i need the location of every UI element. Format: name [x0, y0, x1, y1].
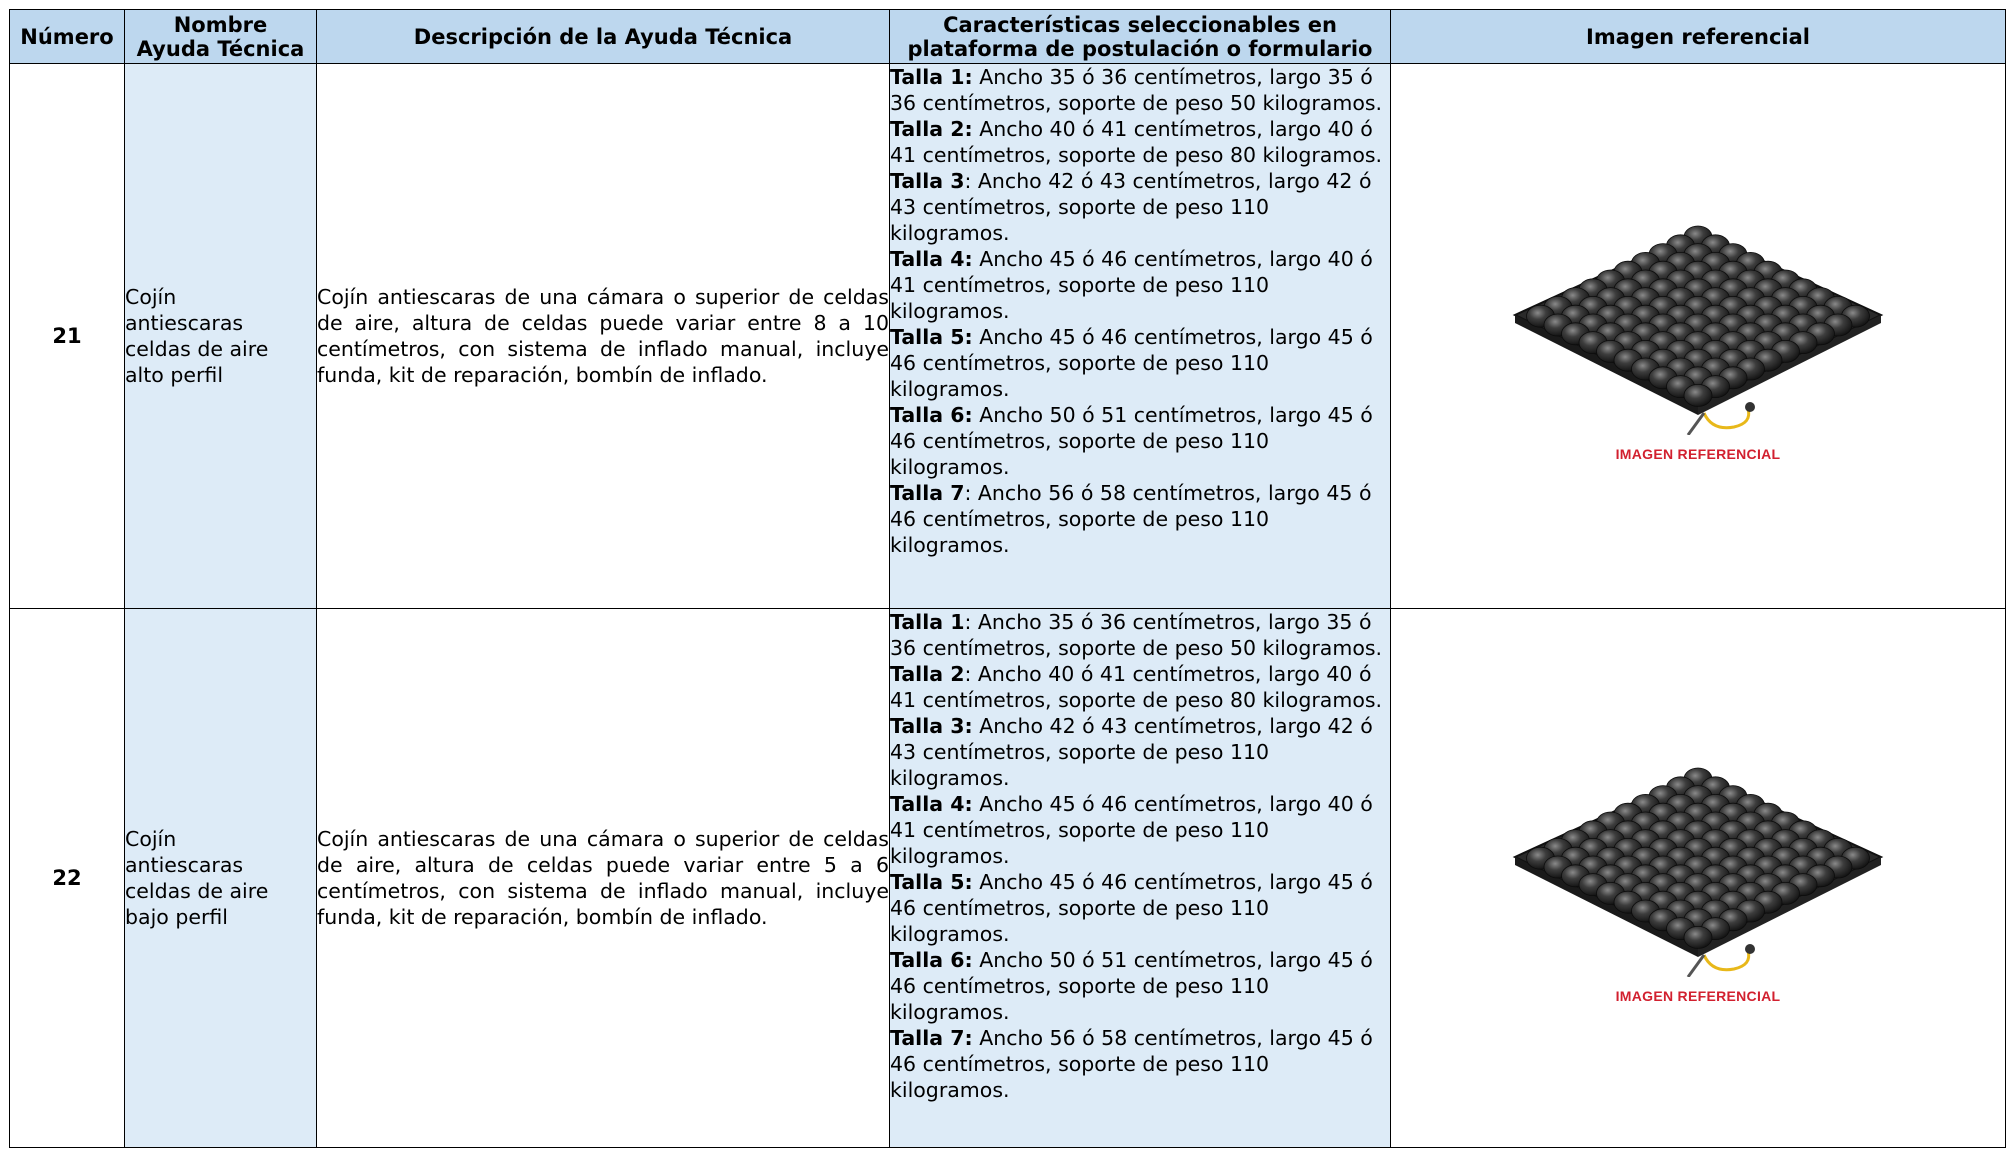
row-numero: 21 [10, 64, 125, 609]
nombre-line: celdas de aire [125, 337, 269, 361]
row-caracteristicas [890, 609, 1391, 1148]
image-caption: IMAGEN REFERENCIAL [1615, 988, 1781, 1004]
talla-label: Talla 5: [890, 325, 973, 349]
talla-label: Talla 4: [890, 792, 973, 816]
row-imagen [1391, 64, 2006, 609]
talla-text: Ancho 42 ó 43 centímetros, largo 42 ó 43 centímetros, soporte de peso 110 kilogramos. [890, 169, 1372, 245]
header-descripcion: Descripción de la Ayuda Técnica [317, 10, 890, 64]
ayudas-tecnicas-table [9, 9, 2006, 1148]
talla-label: Talla 3: [890, 714, 973, 738]
talla-label: Talla 2: [890, 117, 973, 141]
talla-text: Ancho 45 ó 46 centímetros, largo 45 ó 46 centímetros, soporte de peso 110 kilogramos. [890, 870, 1373, 946]
header-nombre-line1: Nombre [173, 12, 268, 37]
talla-item [890, 324, 1390, 402]
talla-text: Ancho 45 ó 46 centímetros, largo 45 ó 46 centímetros, soporte de peso 110 kilogramos. [890, 325, 1373, 401]
talla-item [890, 713, 1390, 791]
talla-item [890, 791, 1390, 869]
talla-item [890, 869, 1390, 947]
nombre-line: celdas de aire [125, 879, 269, 903]
talla-label: Talla 4: [890, 247, 973, 271]
row-nombre [125, 64, 317, 609]
nombre-line: alto perfil [125, 363, 224, 387]
talla-label: Talla 3 [890, 169, 965, 193]
row-imagen [1391, 609, 2006, 1148]
talla-item [890, 609, 1390, 661]
image-caption: IMAGEN REFERENCIAL [1615, 446, 1781, 462]
header-numero: Número [10, 10, 125, 64]
row-numero: 22 [10, 609, 125, 1148]
talla-text: Ancho 35 ó 36 centímetros, largo 35 ó 36 centímetros, soporte de peso 50 kilogramos. [890, 610, 1383, 660]
talla-text: Ancho 56 ó 58 centímetros, largo 45 ó 46 centímetros, soporte de peso 110 kilogramos. [890, 481, 1372, 557]
talla-item [890, 661, 1390, 713]
talla-label: Talla 6: [890, 403, 973, 427]
header-caracteristicas-line2: plataforma de postulación o formulario [907, 36, 1373, 61]
talla-text: Ancho 45 ó 46 centímetros, largo 40 ó 41 centímetros, soporte de peso 110 kilogramos. [890, 247, 1373, 323]
talla-label: Talla 2 [890, 662, 965, 686]
talla-text: Ancho 35 ó 36 centímetros, largo 35 ó 36 centímetros, soporte de peso 50 kilogramos. [890, 65, 1383, 115]
talla-text: Ancho 42 ó 43 centímetros, largo 42 ó 43 centímetros, soporte de peso 110 kilogramos. [890, 714, 1373, 790]
talla-item [890, 947, 1390, 1025]
talla-item [890, 64, 1390, 116]
air-cell-cushion-image [1508, 747, 1888, 977]
talla-item [890, 168, 1390, 246]
header-caracteristicas [890, 10, 1391, 64]
talla-sep: : [964, 610, 972, 634]
talla-label: Talla 7: [890, 1026, 973, 1050]
nombre-line: antiescaras [125, 853, 244, 877]
row-caracteristicas [890, 64, 1391, 609]
talla-text: Ancho 50 ó 51 centímetros, largo 45 ó 46 centímetros, soporte de peso 110 kilogramos. [890, 403, 1373, 479]
talla-item [890, 116, 1390, 168]
row-descripcion: Cojín antiescaras de una cámara o superior de celdas de aire, altura de celdas puede variar entre 8 a 10 centímetros, con sistema de inflado manual, incluye funda, kit de reparación, bombín de inflado. [317, 64, 890, 609]
talla-text: Ancho 50 ó 51 centímetros, largo 45 ó 46 centímetros, soporte de peso 110 kilogramos. [890, 948, 1373, 1024]
header-nombre-line2: Ayuda Técnica [136, 36, 305, 61]
talla-item [890, 246, 1390, 324]
talla-text: Ancho 45 ó 46 centímetros, largo 40 ó 41 centímetros, soporte de peso 110 kilogramos. [890, 792, 1373, 868]
talla-text: Ancho 56 ó 58 centímetros, largo 45 ó 46 centímetros, soporte de peso 110 kilogramos. [890, 1026, 1373, 1102]
air-cell-cushion-image [1508, 205, 1888, 435]
talla-text: Ancho 40 ó 41 centímetros, largo 40 ó 41 centímetros, soporte de peso 80 kilogramos. [890, 117, 1383, 167]
talla-item [890, 402, 1390, 480]
talla-item [890, 1025, 1390, 1103]
nombre-line: antiescaras [125, 311, 244, 335]
header-nombre [125, 10, 317, 64]
talla-text: Ancho 40 ó 41 centímetros, largo 40 ó 41 centímetros, soporte de peso 80 kilogramos. [890, 662, 1383, 712]
nombre-line: Cojín [125, 827, 177, 851]
talla-label: Talla 7 [890, 481, 965, 505]
table-row [10, 64, 2006, 609]
row-nombre [125, 609, 317, 1148]
talla-label: Talla 1: [890, 65, 973, 89]
row-descripcion: Cojín antiescaras de una cámara o superior de celdas de aire, altura de celdas puede variar entre 5 a 6 centímetros, con sistema de inflado manual, incluye funda, kit de reparación, bombín de inflado. [317, 609, 890, 1148]
header-row [10, 10, 2006, 64]
header-imagen: Imagen referencial [1391, 10, 2006, 64]
table-row [10, 609, 2006, 1148]
talla-sep: : [964, 662, 972, 686]
talla-label: Talla 5: [890, 870, 973, 894]
talla-item [890, 480, 1390, 558]
nombre-line: Cojín [125, 285, 177, 309]
header-caracteristicas-line1: Características seleccionables en [943, 12, 1337, 37]
talla-label: Talla 6: [890, 948, 973, 972]
talla-sep: : [964, 481, 972, 505]
talla-label: Talla 1 [890, 610, 965, 634]
nombre-line: bajo perfil [125, 905, 228, 929]
talla-sep: : [964, 169, 972, 193]
